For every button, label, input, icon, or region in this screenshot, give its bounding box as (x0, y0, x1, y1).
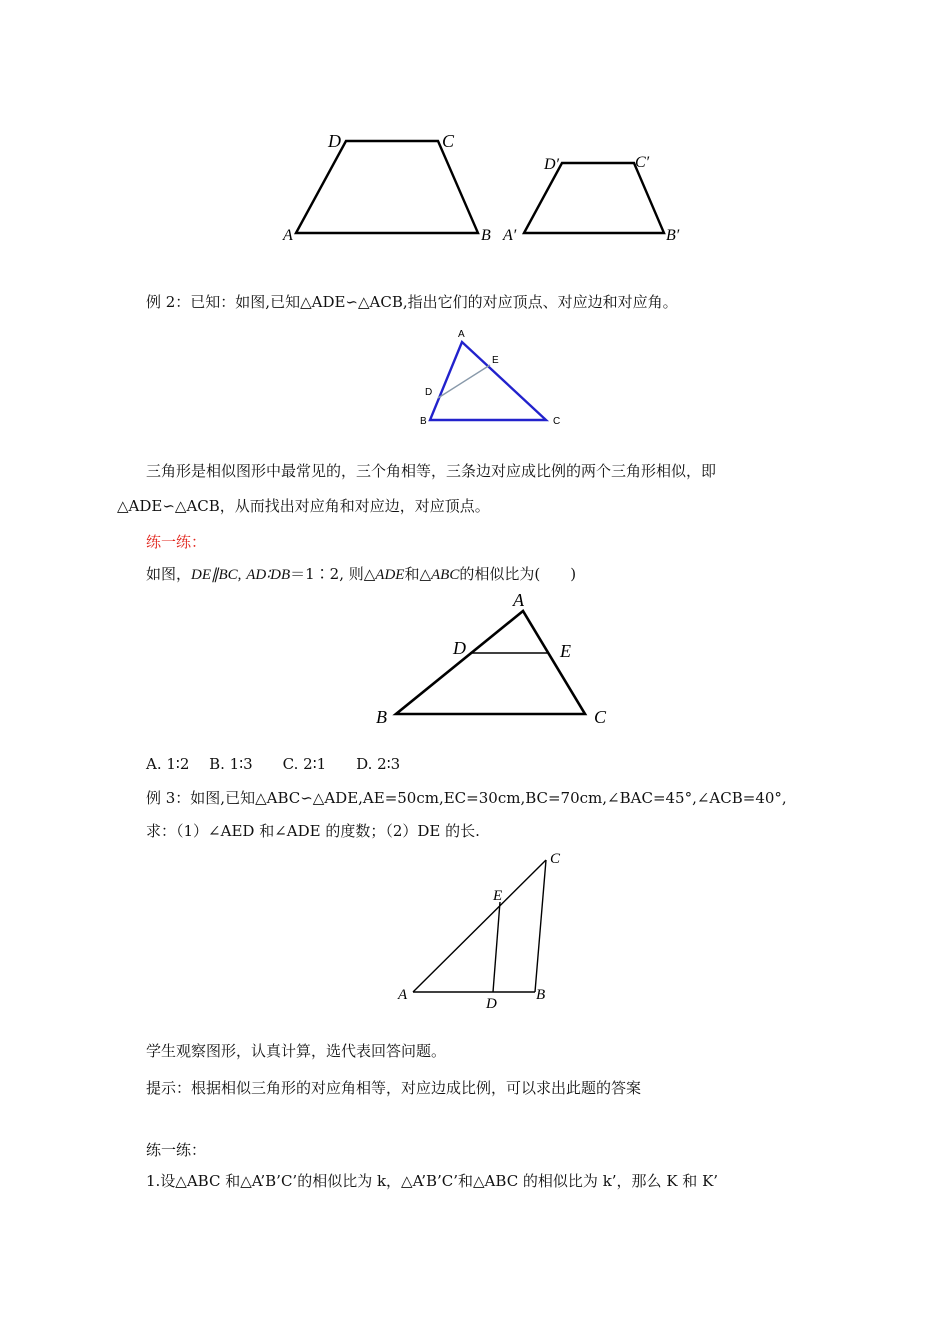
segment-bc (535, 860, 546, 992)
label-A: A (458, 329, 465, 340)
question-ade: ADE (375, 567, 405, 583)
trapezoid-abcd (296, 141, 478, 233)
question-prefix: 如图， (146, 565, 192, 583)
trapezoid-a-prime (524, 163, 664, 233)
segment-de (493, 902, 500, 992)
label-D: D (486, 996, 497, 1012)
label-A: A (283, 227, 293, 244)
practice-heading-red: 练一练： (146, 533, 207, 551)
trapezoid-figure (270, 120, 710, 250)
practice-question (146, 563, 576, 586)
label-E: E (560, 641, 571, 661)
example-2: 例 2：已知：如图,已知△ADE∽△ACB,指出它们的对应顶点、对应边和对应角。 (146, 293, 678, 311)
label-C: C (442, 131, 455, 151)
label-B-prime: B′ (666, 227, 680, 244)
label-D: D (425, 387, 433, 398)
label-C: C (550, 851, 561, 867)
triangle-abc-ade-figure (390, 845, 580, 1015)
label-D: D (453, 638, 466, 658)
question-ratio: ＝1∶2, 则△ (290, 565, 376, 583)
answer-choices: A. 1∶2 B. 1∶3 C. 2∶1 D. 2∶3 (146, 755, 401, 773)
segment-ac (413, 860, 546, 992)
triangle-ade-acb-figure (420, 325, 570, 430)
example-3-line-2: 求：（1）∠AED 和∠ADE 的度数；（2）DE 的长. (146, 822, 480, 840)
label-E: E (492, 355, 499, 366)
practice-heading: 练一练： (146, 1141, 207, 1159)
triangle-abc-blue (430, 342, 546, 420)
example-3-line-1: 例 3：如图,已知△ABC∽△ADE,AE=50cm,EC=30cm,BC=70cm,∠BAC=45°,∠ACB=40°, (146, 789, 787, 807)
hint-text: 提示：根据相似三角形的对应角相等，对应边成比例，可以求出此题的答案 (146, 1079, 642, 1097)
triangle-de-parallel-bc-figure (370, 588, 620, 733)
label-D: D (328, 131, 341, 151)
label-B: B (536, 987, 546, 1003)
label-A: A (513, 590, 524, 610)
label-A: A (398, 987, 408, 1003)
question-and: 和△ (404, 565, 432, 583)
label-B: B (376, 707, 387, 727)
observe-text: 学生观察图形，认真计算，选代表回答问题。 (146, 1042, 447, 1060)
question-abc: ABC (431, 567, 460, 583)
question-suffix: 的相似比为( ) (459, 565, 577, 583)
question-de-bc: DE∥BC, (191, 567, 242, 583)
label-C: C (594, 707, 607, 727)
label-E: E (493, 888, 503, 904)
paragraph-line-1: 三角形是相似图形中最常见的，三个角相等，三条边对应成比例的两个三角形相似，即 (146, 462, 717, 480)
label-C-prime: C′ (635, 154, 650, 171)
triangle-abc (396, 611, 585, 714)
label-B: B (420, 416, 427, 427)
label-D-prime: D′ (544, 156, 560, 173)
label-B: B (481, 227, 491, 244)
question-ad-db: AD∶DB (246, 567, 291, 583)
label-A-prime: A′ (503, 227, 517, 244)
label-C: C (553, 416, 561, 427)
practice-item-1: 1.设△ABC 和△A’B’C’的相似比为 k，△A’B’C’和△ABC 的相似比为 k’，那么 K 和 K’ (146, 1172, 719, 1190)
paragraph-line-2: △ADE∽△ACB，从而找出对应角和对应边，对应顶点。 (117, 497, 490, 515)
